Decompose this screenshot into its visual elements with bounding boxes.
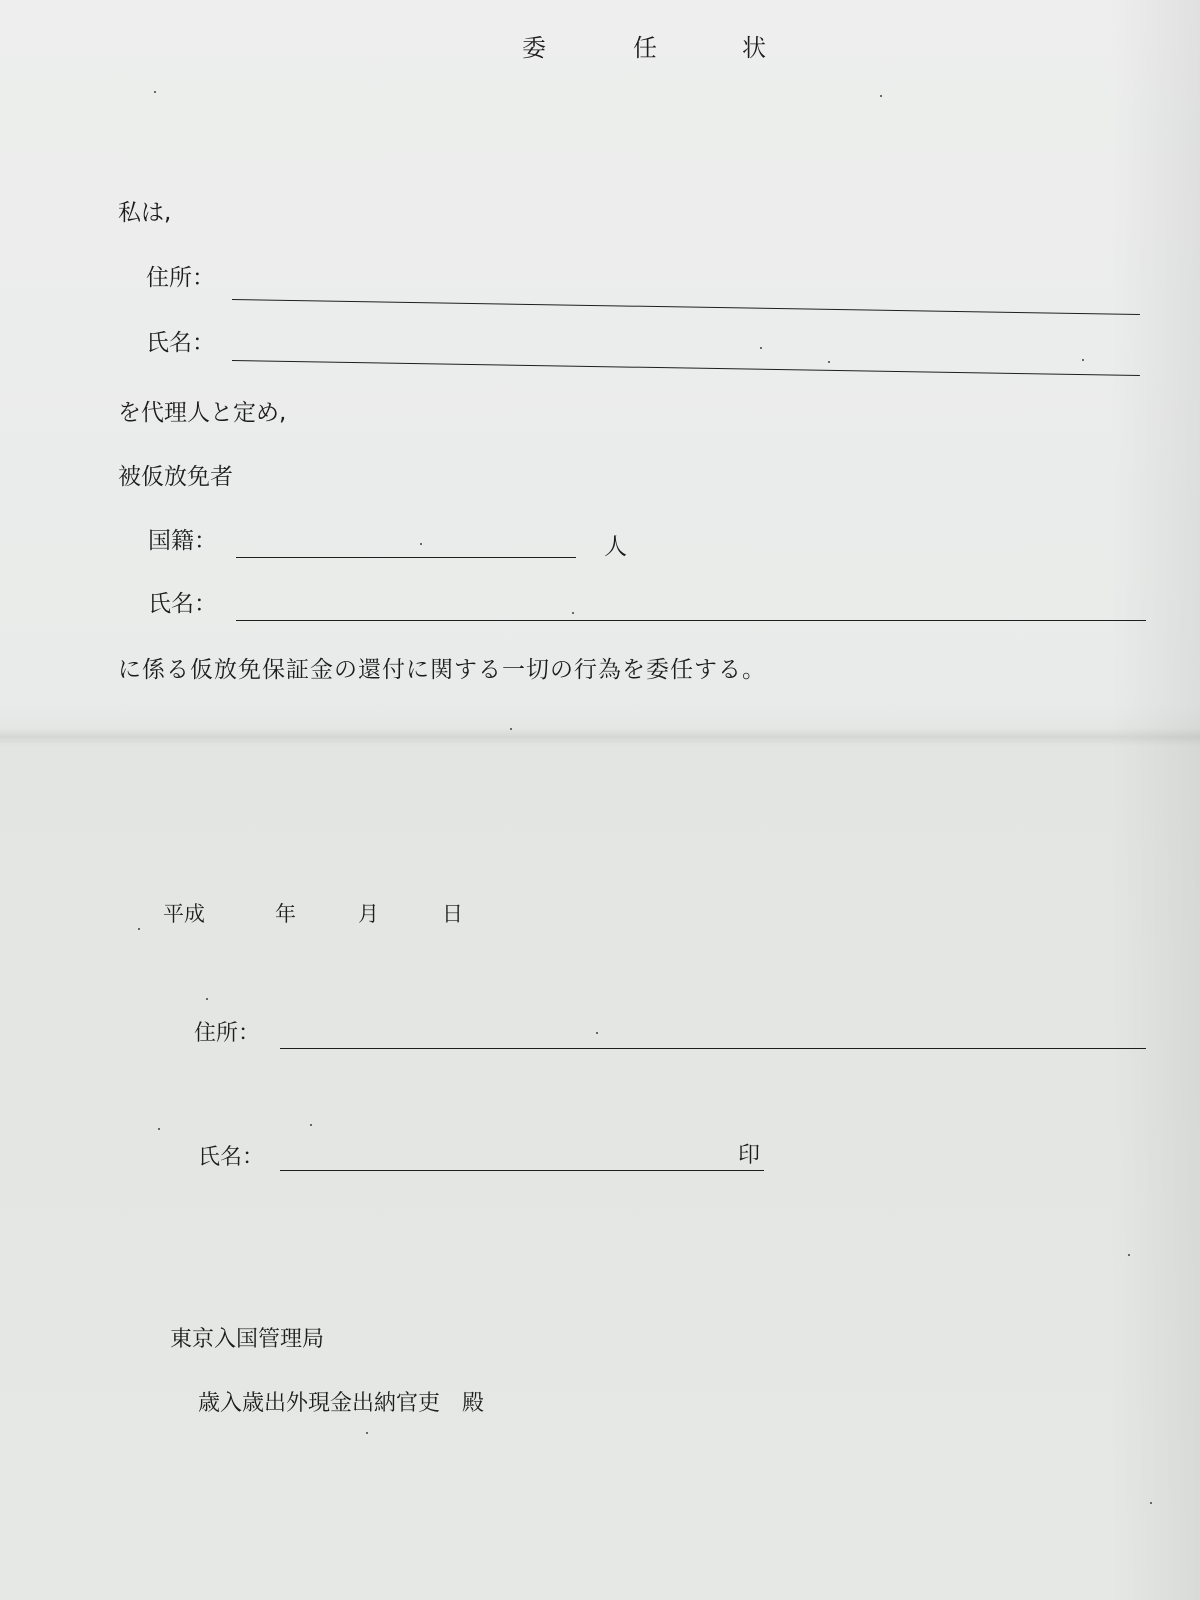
paper-speck bbox=[760, 347, 762, 349]
addressee-office: 東京入国管理局 bbox=[170, 1327, 325, 1352]
principal-address-label: 住所： bbox=[194, 1021, 261, 1046]
paper-fold-shadow bbox=[0, 728, 1200, 746]
title-char-3: 状 bbox=[742, 34, 766, 62]
paper-speck bbox=[596, 1032, 598, 1034]
paper-speck bbox=[572, 612, 574, 614]
agent-address-label: 住所： bbox=[146, 265, 215, 291]
subject-nationality-label: 国籍： bbox=[148, 528, 217, 554]
subject-name-label: 氏名： bbox=[148, 591, 217, 617]
paper-speck bbox=[880, 95, 882, 97]
principal-name-label: 氏名： bbox=[198, 1145, 265, 1170]
date-era: 平成 bbox=[163, 902, 205, 926]
title-char-1: 委 bbox=[522, 34, 546, 62]
paper-speck bbox=[1150, 1502, 1152, 1504]
delegation-text: に係る仮放免保証金の還付に関する一切の行為を委任する。 bbox=[118, 657, 766, 683]
principal-address-line bbox=[280, 1048, 1146, 1049]
paper-speck bbox=[138, 928, 140, 930]
paper-speck bbox=[158, 1128, 160, 1130]
addressee-official: 歳入歳出外現金出納官吏 殿 bbox=[198, 1391, 485, 1416]
paper-speck bbox=[366, 1432, 368, 1434]
paper-speck bbox=[1128, 1254, 1130, 1256]
agent-name-label: 氏名： bbox=[146, 330, 215, 356]
seal-mark: 印 bbox=[738, 1143, 761, 1168]
paper-speck bbox=[1082, 359, 1084, 361]
paper-speck bbox=[828, 361, 830, 363]
date-month-label: 月 bbox=[358, 902, 379, 926]
title-char-2: 任 bbox=[633, 34, 657, 62]
paper-edge-shadow bbox=[1110, 0, 1200, 1600]
date-year-label: 年 bbox=[275, 902, 296, 926]
subject-nationality-suffix: 人 bbox=[604, 534, 627, 560]
paper-speck bbox=[154, 91, 156, 93]
agent-name-line bbox=[232, 360, 1140, 376]
subject-heading: 被仮放免者 bbox=[118, 464, 233, 490]
subject-nationality-line bbox=[236, 557, 576, 558]
paper-speck bbox=[206, 998, 208, 1000]
subject-name-line bbox=[236, 620, 1146, 621]
appointment-text: を代理人と定め, bbox=[118, 400, 287, 426]
paper-speck bbox=[510, 728, 512, 730]
paper-speck bbox=[310, 1124, 312, 1126]
principal-name-line bbox=[280, 1170, 764, 1171]
agent-address-line bbox=[232, 299, 1140, 315]
intro-text: 私は, bbox=[118, 200, 172, 226]
paper-speck bbox=[420, 543, 422, 545]
date-day-label: 日 bbox=[442, 902, 463, 926]
